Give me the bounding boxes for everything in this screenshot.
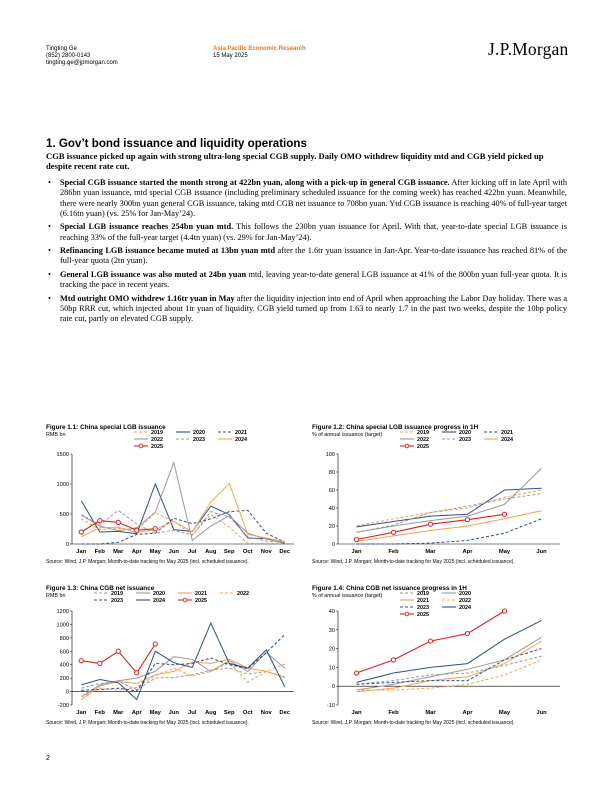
legend-label: 2019	[417, 591, 429, 597]
x-tick-label: May	[498, 549, 511, 555]
legend-label: 2020	[153, 591, 165, 597]
chart-source: Source: Wind, J.P. Morgan; Month-to-date tracking for May 2025 (incl. scheduled issuance).	[312, 720, 515, 726]
data-point-2025	[391, 658, 395, 662]
legend-label: 2023	[417, 605, 429, 611]
x-tick-label: Aug	[205, 710, 217, 716]
x-tick-label: Jun	[536, 549, 547, 555]
legend-label: 2022	[459, 598, 471, 604]
legend-label: 2025	[417, 444, 429, 450]
bullet-lead: Mtd outright OMO withdrew 1.16tr yuan in May	[60, 293, 235, 303]
x-tick-label: Feb	[388, 549, 399, 555]
legend-entry	[400, 437, 429, 443]
x-tick-label: Jul	[188, 710, 197, 716]
chart-figure-1-2	[312, 422, 564, 572]
bullet-dot-icon: •	[48, 246, 51, 256]
bullet-dot-icon: •	[48, 293, 51, 303]
data-point-2025	[153, 642, 157, 646]
x-tick-label: Jan	[351, 549, 362, 555]
legend-label: 2019	[111, 591, 123, 597]
legend-entry	[178, 598, 207, 604]
legend-entry	[400, 444, 429, 450]
x-tick-label: Oct	[242, 710, 253, 716]
legend-marker	[405, 444, 409, 448]
data-point-2025	[79, 659, 83, 663]
data-point-2025	[98, 661, 102, 665]
data-point-2025	[465, 631, 469, 635]
x-tick-label: Apr	[462, 710, 473, 716]
y-tick-label: 500	[59, 512, 69, 518]
bullet-text: After kicking off in late April with 286bn yuan issuance, mtd special CGB issuance (including preliminary scheduled issuance for the coming week) has reached 422bn yuan. Meanwhile, there were nearly 300bn yuan general CGB issuance, taking mtd CGB net issuance to 708bn yuan. Ytd CGB issuance is reaching 40% of full-year target (6.16tn yuan) (vs. 25% for Jan-May’24).	[60, 178, 567, 218]
y-tick-label: 400	[59, 662, 69, 669]
legend-entry	[484, 430, 513, 436]
legend-entry	[218, 430, 247, 436]
bullet-lead: Refinancing LGB issuance became muted at 13bn yuan mtd	[60, 246, 276, 256]
bullet-item	[46, 246, 567, 267]
legend-label: 2025	[151, 444, 163, 450]
legend-entry	[220, 591, 249, 597]
y-tick-label: 80	[328, 470, 335, 476]
chart-figure-1-4	[312, 583, 564, 733]
legend-label: 2020	[193, 430, 205, 436]
legend-entry	[136, 598, 165, 604]
x-tick-label: Sep	[223, 549, 235, 555]
bullet-text: after the 1.6tr yuan issuance in Jan-Apr. Year-to-date issuance has reached 81% of the full-year quota (2tn yuan).	[60, 246, 567, 266]
y-tick-label: 600	[59, 649, 69, 656]
x-tick-label: Jul	[188, 549, 197, 555]
y-tick-label: -200	[57, 703, 69, 709]
axis-ylabel: % of annual issuance (target)	[312, 593, 383, 599]
section-title: 1. Gov’t bond issuance and liquidity operations	[46, 137, 307, 150]
x-tick-label: Jan	[351, 710, 362, 716]
y-tick-label: 20	[328, 646, 335, 653]
x-tick-label: Feb	[388, 710, 399, 716]
x-tick-label: May	[149, 710, 161, 716]
data-point-2025	[153, 527, 157, 531]
x-tick-label: Jan	[76, 549, 87, 555]
legend-entry	[442, 598, 471, 604]
bullet-item	[46, 270, 567, 291]
x-tick-label: May	[149, 549, 161, 555]
legend-label: 2025	[417, 612, 429, 618]
chart-source: Source: Wind, J.P. Morgan; Month-to-date tracking for May 2025 (incl. scheduled issuance).	[46, 559, 249, 565]
legend-marker	[183, 598, 187, 602]
y-tick-label: 0	[65, 542, 69, 548]
series-line-2025	[357, 514, 505, 539]
data-point-2025	[135, 528, 139, 532]
x-tick-label: Apr	[131, 549, 142, 555]
x-tick-label: Apr	[462, 549, 473, 555]
legend-label: 2024	[153, 598, 165, 604]
x-tick-label: Apr	[131, 710, 142, 716]
legend-entry	[178, 591, 207, 597]
bullet-dot-icon: •	[48, 269, 51, 279]
legend-entry	[400, 605, 429, 611]
legend-label: 2022	[237, 591, 249, 597]
data-point-2025	[465, 518, 469, 522]
data-point-2025	[116, 649, 120, 653]
x-tick-label: Sep	[223, 710, 235, 716]
legend-label: 2025	[195, 598, 207, 604]
legend-label: 2023	[193, 437, 205, 443]
data-point-2025	[98, 519, 102, 523]
x-tick-label: Feb	[94, 549, 105, 555]
x-tick-label: Dec	[279, 549, 291, 555]
page-number: 2	[46, 755, 50, 762]
author-block	[46, 46, 118, 68]
research-title: Asia Pacific Economic Research	[213, 46, 306, 52]
series-line-2019	[81, 668, 284, 690]
y-tick-label: 200	[59, 676, 69, 683]
legend-marker	[405, 612, 409, 616]
x-tick-label: Mar	[425, 710, 436, 716]
x-tick-label: May	[498, 710, 511, 716]
x-tick-label: Jun	[536, 710, 547, 716]
x-tick-label: Mar	[113, 710, 124, 716]
y-tick-label: -10	[326, 703, 335, 709]
legend-label: 2020	[459, 591, 471, 597]
legend-label: 2021	[417, 598, 429, 604]
bullet-text: mtd, leaving year-to-date general LGB issuance at 41% of the 800bn yuan full-year quota. It is tracking the pace in recent years.	[60, 269, 567, 290]
legend-label: 2019	[417, 430, 429, 436]
chart-title: Figure 1.4: China CGB net issuance progress in 1H	[312, 585, 467, 592]
bullet-dot-icon: •	[48, 178, 51, 187]
x-tick-label: Oct	[242, 549, 253, 555]
bullet-item	[46, 294, 567, 325]
author-name: Tingting Ge	[46, 46, 77, 52]
y-tick-label: 40	[328, 609, 335, 615]
legend-label: 2022	[151, 437, 163, 443]
data-point-2025	[354, 671, 358, 675]
chart-source: Source: Wind, J.P. Morgan; Month-to-date tracking for May 2025 (incl. scheduled issuance).	[312, 559, 515, 565]
series-line-2024	[81, 623, 284, 700]
legend-entry	[134, 437, 163, 443]
y-tick-label: 1000	[56, 482, 69, 488]
x-tick-label: Mar	[425, 549, 436, 555]
chart-source: Source: Wind, J.P. Morgan; Month-to-date tracking for May 2025 (incl. scheduled issuance).	[46, 720, 249, 726]
bullet-text: This follows the 230bn yuan issuance for April. With that, year-to-date special LGB issuance is reaching 33% of the full-year target (4.4tn yuan) (vs. 29% for Jan-May’24).	[60, 222, 567, 242]
y-tick-label: 100	[325, 452, 335, 458]
series-line-2020	[357, 488, 542, 527]
legend-entry	[400, 598, 429, 604]
legend-label: 2023	[111, 598, 123, 604]
legend-entry	[176, 430, 205, 436]
series-line-2020	[81, 653, 284, 697]
y-tick-label: 0	[331, 684, 335, 691]
data-point-2025	[502, 512, 506, 516]
series-line-2019	[81, 513, 284, 544]
series-line-2020	[81, 484, 284, 543]
legend-entry	[442, 605, 471, 611]
data-point-2025	[116, 520, 120, 524]
y-tick-label: 1500	[56, 452, 69, 458]
axis-ylabel: RMB bn	[46, 593, 66, 599]
data-point-2025	[428, 639, 432, 643]
x-tick-label: Aug	[205, 549, 217, 555]
y-tick-label: 10	[328, 665, 335, 672]
legend-label: 2020	[459, 430, 471, 436]
research-block	[213, 46, 306, 60]
jpmorgan-logo: J.P.Morgan	[488, 39, 569, 59]
author-phone: (852) 2800-0143	[46, 53, 91, 60]
bullet-dot-icon: •	[48, 222, 51, 232]
axis-ylabel: % of annual issuance (target)	[312, 432, 383, 438]
chart-title: Figure 1.3: China CGB net issuance	[46, 585, 155, 592]
x-tick-label: Nov	[260, 710, 272, 716]
bullet-lead: Special LGB issuance reaches 254bn yuan mtd.	[60, 222, 234, 232]
legend-entry	[134, 444, 163, 450]
legend-label: 2024	[501, 437, 513, 443]
y-tick-label: 60	[328, 488, 335, 494]
x-tick-label: Jun	[168, 710, 179, 716]
x-tick-label: Dec	[279, 710, 291, 716]
series-line-2025	[81, 644, 155, 673]
y-tick-label: 20	[328, 524, 335, 530]
series-line-2023	[357, 494, 542, 533]
legend-entry	[94, 598, 123, 604]
legend-label: 2024	[235, 437, 247, 443]
bullet-text: after the liquidity injection into end of April when approaching the Labor Day holiday. There was a 50bp RRR cut, which injected about 1tr yuan of liquidity. CGB yield turned up from 1.63 to nearly 1.7 in the past two weeks, despite the 10bp policy rate cut, partly on elevated CGB supply.	[60, 293, 568, 324]
legend-entry	[218, 437, 247, 443]
y-tick-label: 1200	[56, 609, 69, 615]
data-point-2025	[428, 522, 432, 526]
data-point-2025	[135, 671, 139, 675]
legend-label: 2021	[501, 430, 513, 436]
y-tick-label: 800	[59, 635, 69, 642]
data-point-2025	[391, 530, 395, 534]
y-tick-label: 0	[65, 689, 69, 696]
report-date: 15 May 2025	[213, 53, 248, 60]
y-tick-label: 1000	[56, 622, 69, 629]
x-tick-label: Nov	[260, 549, 272, 555]
y-tick-label: 30	[328, 627, 335, 634]
x-tick-label: Feb	[94, 710, 105, 716]
legend-entry	[400, 612, 429, 618]
x-tick-label: Mar	[113, 549, 124, 555]
x-tick-label: Jun	[168, 549, 179, 555]
series-line-2019	[357, 656, 542, 684]
bullet-item	[46, 178, 567, 219]
data-point-2025	[502, 609, 506, 613]
chart-figure-1-1	[46, 422, 298, 572]
chart-figure-1-3	[46, 583, 298, 733]
legend-label: 2021	[235, 430, 247, 436]
chart-title: Figure 1.2: China special LGB issuance progress in 1H	[312, 424, 479, 431]
legend-entry	[176, 437, 205, 443]
legend-label: 2023	[459, 437, 471, 443]
legend-label: 2021	[195, 591, 207, 597]
data-point-2025	[354, 537, 358, 541]
legend-marker	[139, 444, 143, 448]
bullet-lead: General LGB issuance was also muted at 24bn yuan	[60, 269, 247, 279]
legend-entry	[442, 437, 471, 443]
legend-label: 2019	[151, 430, 163, 436]
y-tick-label: 40	[328, 506, 335, 512]
bullet-item	[46, 222, 567, 243]
bullet-lead: Special CGB issuance started the month strong at 422bn yuan, along with a pick-up in general CGB issuance.	[60, 178, 450, 187]
y-tick-label: 0	[331, 542, 335, 548]
author-email[interactable]: tingting.ge@jpmorgan.com	[46, 60, 118, 67]
legend-label: 2024	[459, 605, 471, 611]
chart-title: Figure 1.1: China special LGB issuance	[46, 424, 166, 431]
x-tick-label: Jan	[76, 710, 87, 716]
legend-label: 2022	[417, 437, 429, 443]
axis-ylabel: RMB bn	[46, 432, 66, 438]
bullet-list	[46, 178, 567, 328]
legend-entry	[484, 437, 513, 443]
section-subtitle: CGB issuance picked up again with strong ultra-long special CGB supply. Daily OMO withdrew liquidity mtd and CGB yield picked up despite recent rate cut.	[46, 151, 544, 172]
data-point-2025	[79, 530, 83, 534]
series-line-2021	[357, 641, 542, 692]
